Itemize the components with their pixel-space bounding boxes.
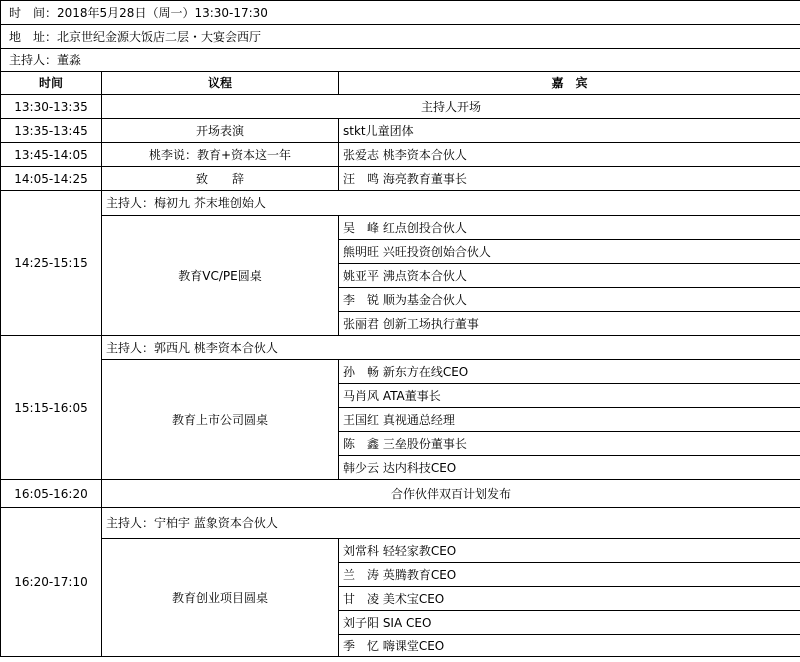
row-time: 14:05-14:25 [1,167,102,191]
info-host-row [1,49,800,72]
panel-host-row [1,336,800,360]
row-guest: 张爱志 桃李资本合伙人 [339,143,800,167]
panel-guest: 熊明旺 兴旺投资创始合伙人 [339,240,800,264]
panel-title: 教育上市公司圆桌 [102,360,339,480]
panel-host: 主持人：梅初九 芥末堆创始人 [102,191,800,216]
event-time: 时 间：2018年5月28日（周一）13:30-17:30 [1,1,800,25]
event-host: 主持人：董淼 [1,49,800,72]
info-venue-row [1,25,800,49]
panel-guest: 张丽君 创新工场执行董事 [339,312,800,336]
panel-guest: 甘 凌 美术宝CEO [339,587,800,611]
table-row [1,143,800,167]
panel-guest: 韩少云 达内科技CEO [339,456,800,480]
panel-guest: 陈 鑫 三垒股份董事长 [339,432,800,456]
panel-host: 主持人：宁柏宇 蓝象资本合伙人 [102,508,800,539]
panel-guest: 兰 涛 英腾教育CEO [339,563,800,587]
panel-guest: 季 忆 嗨课堂CEO [339,635,800,657]
panel-guest: 孙 畅 新东方在线CEO [339,360,800,384]
header-agenda: 议程 [102,72,339,95]
table-row [1,480,800,508]
panel-title: 教育VC/PE圆桌 [102,216,339,336]
row-guest: stkt儿童团体 [339,119,800,143]
panel-host-row [1,508,800,539]
panel-guest: 王国红 真视通总经理 [339,408,800,432]
header-row [1,72,800,95]
row-agenda: 桃李说：教育+资本这一年 [102,143,339,167]
panel-guest: 吴 峰 红点创投合伙人 [339,216,800,240]
info-time-row [1,1,800,25]
panel-time: 16:20-17:10 [1,508,102,657]
table-row [1,119,800,143]
table-row [1,539,800,563]
panel-guest: 姚亚平 沸点资本合伙人 [339,264,800,288]
panel-guest: 马肖风 ATA董事长 [339,384,800,408]
panel-title: 教育创业项目圆桌 [102,539,339,657]
row-time: 16:05-16:20 [1,480,102,508]
row-time: 13:45-14:05 [1,143,102,167]
row-guest: 汪 鸣 海亮教育董事长 [339,167,800,191]
panel-time: 15:15-16:05 [1,336,102,480]
table-row [1,167,800,191]
row-agenda: 合作伙伴双百计划发布 [102,480,800,508]
row-agenda: 开场表演 [102,119,339,143]
header-guests: 嘉 宾 [339,72,800,95]
header-time: 时间 [1,72,102,95]
panel-guest: 刘子阳 SIA CEO [339,611,800,635]
row-time: 13:30-13:35 [1,95,102,119]
panel-time: 14:25-15:15 [1,191,102,336]
table-row [1,216,800,240]
panel-guest: 李 锐 顺为基金合伙人 [339,288,800,312]
panel-host: 主持人：郭西凡 桃李资本合伙人 [102,336,800,360]
table-row [1,95,800,119]
panel-host-row [1,191,800,216]
row-agenda: 致 辞 [102,167,339,191]
panel-guest: 刘常科 轻轻家教CEO [339,539,800,563]
row-agenda: 主持人开场 [102,95,800,119]
table-row [1,360,800,384]
event-venue: 地 址：北京世纪金源大饭店二层・大宴会西厅 [1,25,800,49]
row-time: 13:35-13:45 [1,119,102,143]
